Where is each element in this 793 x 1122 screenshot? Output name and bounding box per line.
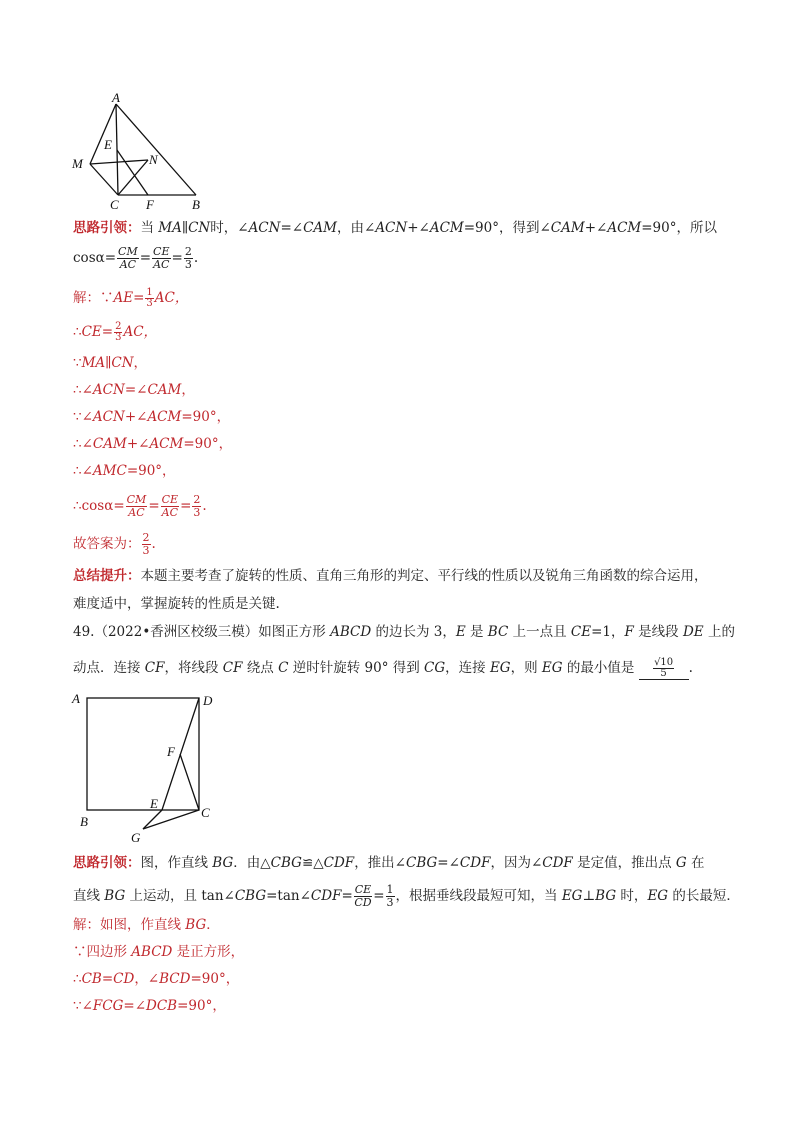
answer-line: 故答案为： $\frac{2}{3}$ . xyxy=(73,531,156,557)
hint-line-1: 思路引领：当 MA∥CN时，∠ACN=∠CAM，由∠ACN+∠ACM=90°，得到∠CAM+∠ACM=90°，所以 xyxy=(73,220,717,236)
solution-line-7: ∴∠AMC=90°， xyxy=(73,463,176,479)
square-figure xyxy=(68,688,228,848)
solution-line-2: ∴CE= $\frac{2}{3}$ AC， xyxy=(73,321,158,343)
solution-line-6: ∴∠CAM+∠ACM=90°， xyxy=(73,436,233,452)
solution-49-line-1: 解：如图，作直线 BG． xyxy=(73,917,220,933)
summary-line-2: 难度适中，掌握旋转的性质是关键. xyxy=(73,596,280,612)
label-C2: C xyxy=(201,805,210,820)
label-A: A xyxy=(112,92,120,105)
solution-line-3: ∵MA∥CN， xyxy=(73,355,148,371)
triangle-figure xyxy=(68,92,218,212)
solution-49-line-2: ∵四边形 ABCD 是正方形， xyxy=(73,944,245,960)
label-M: M xyxy=(72,156,83,171)
answer-blank: $\frac{√10}{5}$ xyxy=(639,658,689,680)
hint-49-line-2: 直线 BG 上运动，且 tan∠CBG=tan∠CDF= $\frac{CE}{CD}$ = $\frac{1}{3}$ ，根据垂线段最短可知，当 EG⊥BG 时，EG 的长最短． xyxy=(73,883,740,909)
solution-line-4: ∴∠ACN=∠CAM， xyxy=(73,382,195,398)
label-F2: F xyxy=(167,744,175,759)
label-B2: B xyxy=(80,814,88,829)
label-E2: E xyxy=(150,796,158,811)
solution-49-line-4: ∵∠FCG=∠DCB=90°， xyxy=(73,998,226,1014)
question-49-line-1: 49.（2022•香洲区校级三模）如图正方形 ABCD 的边长为 3，E 是 BC 上一点且 CE=1，F 是线段 DE 上的 xyxy=(73,624,735,640)
label-B: B xyxy=(192,197,200,212)
solution-49-line-3: ∴CB=CD，∠BCD=90°， xyxy=(73,971,240,987)
label-A2: A xyxy=(72,691,80,706)
question-49-line-2: 动点．连接 CF，将线段 CF 绕点 C 逆时针旋转 90° 得到 CG，连接 EG，则 EG 的最小值是 $\frac{√10}{5}$ . xyxy=(73,657,693,679)
label-F: F xyxy=(146,197,154,212)
solution-line-8: ∴cosα= $\frac{CM}{AC}$ = $\frac{CE}{AC}$ = $\frac{2}{3}$ . xyxy=(73,493,207,519)
label-D: D xyxy=(203,693,213,708)
label-C: C xyxy=(110,197,119,212)
solution-line-5: ∵∠ACN+∠ACM=90°， xyxy=(73,409,231,425)
label-N: N xyxy=(149,152,158,167)
label-G: G xyxy=(131,830,141,845)
label-E: E xyxy=(104,137,112,152)
solution-line-1: 解：∵AE= $\frac{1}{3}$ AC， xyxy=(73,287,189,309)
hint-line-2: cosα= $\frac{CM}{AC}$ = $\frac{CE}{AC}$ = $\frac{2}{3}$ . xyxy=(73,245,199,271)
summary-line-1: 总结提升：本题主要考查了旋转的性质、直角三角形的判定、平行线的性质以及锐角三角函数的综合运用， xyxy=(73,568,708,584)
hint-49-line-1: 思路引领：图，作直线 BG．由△CBG≌△CDF，推出∠CBG=∠CDF，因为∠CDF 是定值，推出点 G 在 xyxy=(73,855,705,871)
